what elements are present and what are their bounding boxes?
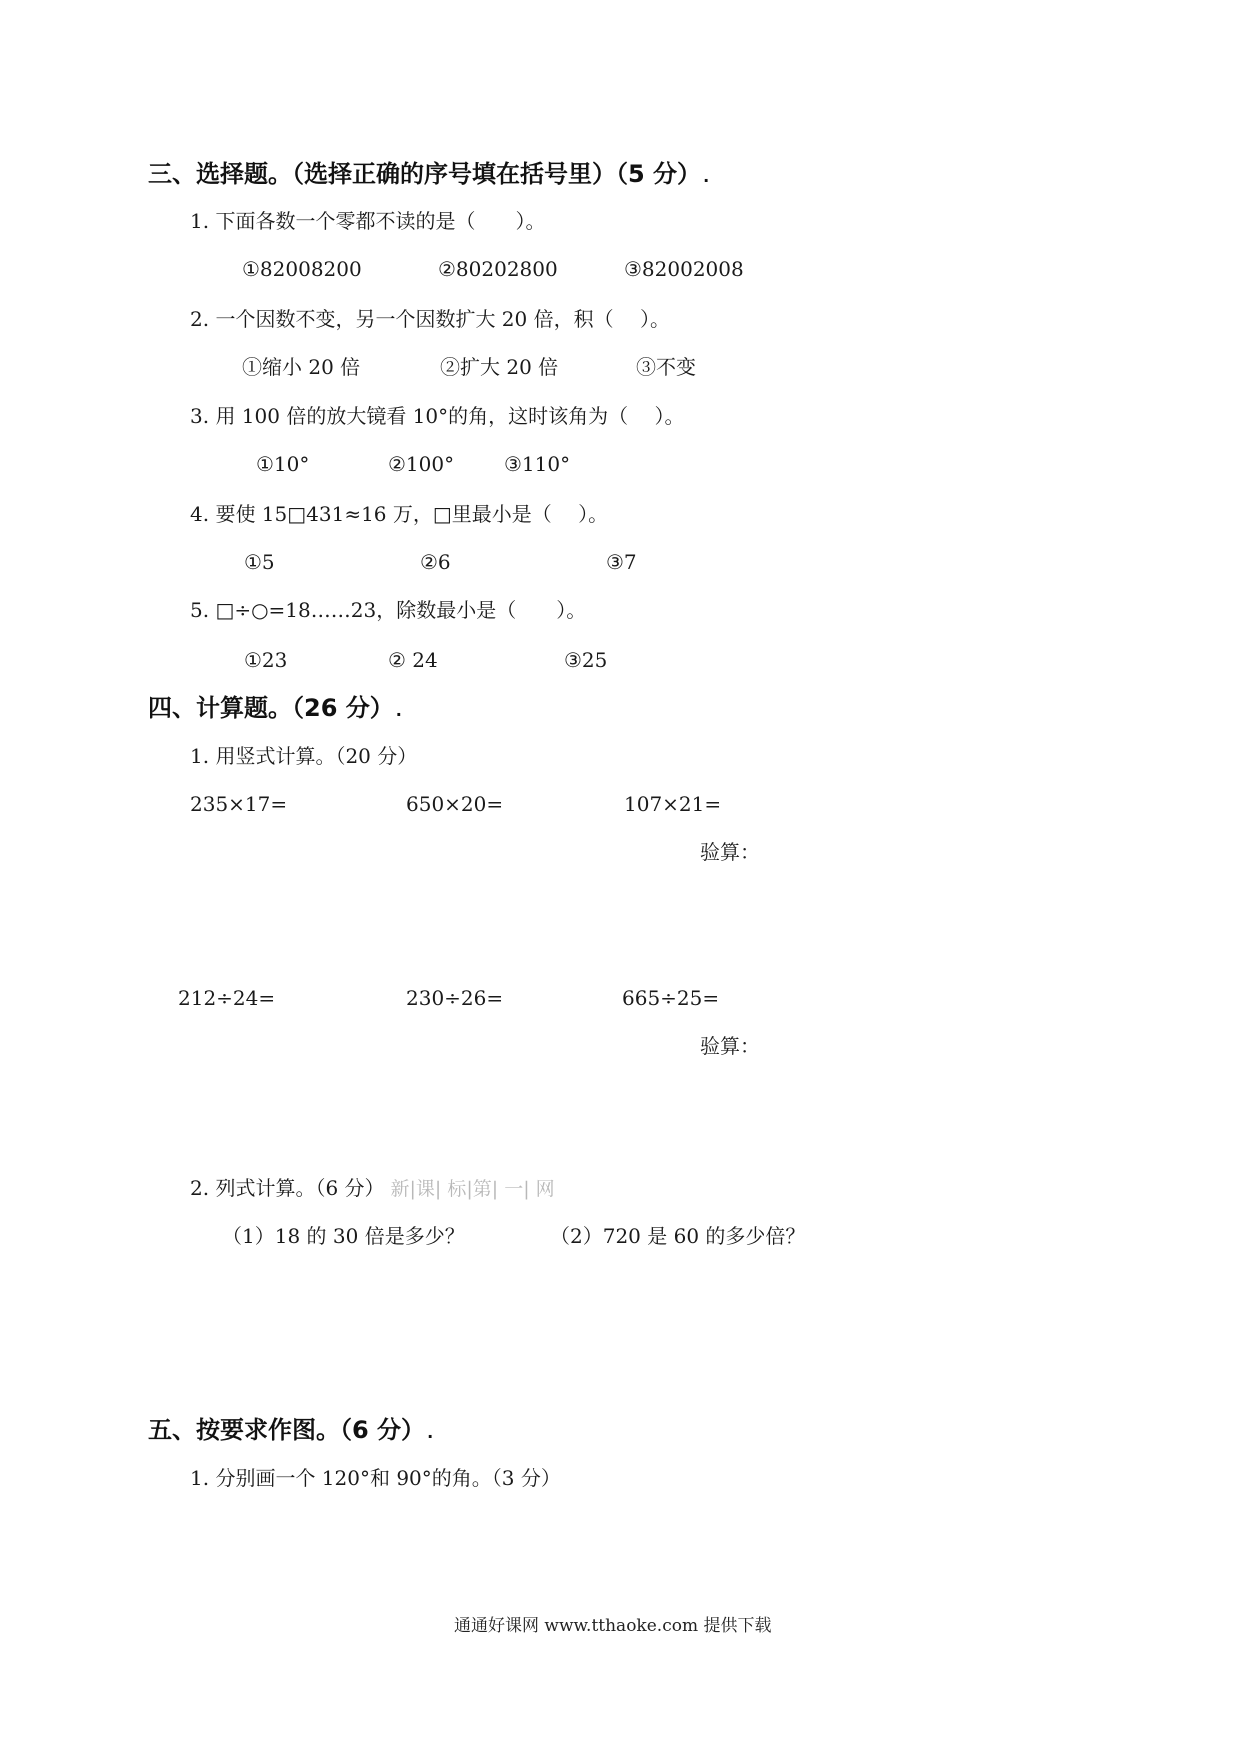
calc-expr-235x17: 235×17= xyxy=(190,792,288,816)
drawing-question-1: 1. 分别画一个 120°和 90°的角。（3 分） xyxy=(190,1466,561,1490)
q1-option-1: ①82008200 xyxy=(242,257,362,281)
calc-expr-212div24: 212÷24= xyxy=(178,986,276,1010)
q4-option-1: ①5 xyxy=(244,550,275,574)
calc-part2-title: 2. 列式计算。（6 分） 新|课| 标|第| 一| 网 xyxy=(190,1176,555,1200)
q1-text: 1. 下面各数一个零都不读的是（ ）。 xyxy=(190,209,546,233)
q5-option-1: ①23 xyxy=(244,648,288,672)
q5-option-3: ③25 xyxy=(564,648,608,672)
section5-title: 五、按要求作图。（6 分） . xyxy=(148,1416,434,1444)
calc-expr-107x21: 107×21= xyxy=(624,792,722,816)
section3-title: 三、选择题。（选择正确的序号填在括号里）（5 分） . xyxy=(148,160,710,188)
q4-option-2: ②6 xyxy=(420,550,451,574)
q2-option-2: ②扩大 20 倍 xyxy=(440,355,559,379)
section5-trailing-dot: . xyxy=(427,1423,434,1442)
check-label-row2: 验算： xyxy=(700,1034,760,1058)
check-label-row1: 验算： xyxy=(700,840,760,864)
q2-option-3: ③不变 xyxy=(636,355,696,379)
q4-option-3: ③7 xyxy=(606,550,637,574)
q3-option-1: ①10° xyxy=(256,452,310,476)
q4-text: 4. 要使 15□431≈16 万，□里最小是（ ）。 xyxy=(190,502,609,526)
word-problem-1: （1）18 的 30 倍是多少？ xyxy=(222,1224,465,1248)
footer-text: 通通好课网 www.tthaoke.com 提供下载 xyxy=(454,1616,772,1636)
section4-title: 四、计算题。（26 分） . xyxy=(148,694,402,722)
section3-trailing-dot: . xyxy=(703,167,710,186)
q3-option-2: ②100° xyxy=(388,452,455,476)
q2-text: 2. 一个因数不变，另一个因数扩大 20 倍，积（ ）。 xyxy=(190,307,670,331)
q1-option-2: ②80202800 xyxy=(438,257,558,281)
q3-text: 3. 用 100 倍的放大镜看 10°的角，这时该角为（ ）。 xyxy=(190,404,685,428)
calc-expr-665div25: 665÷25= xyxy=(622,986,720,1010)
q1-option-3: ③82002008 xyxy=(624,257,744,281)
calc-expr-230div26: 230÷26= xyxy=(406,986,504,1010)
q2-option-1: ①缩小 20 倍 xyxy=(242,355,361,379)
word-problem-2: （2）720 是 60 的多少倍？ xyxy=(550,1224,806,1248)
calc-part1-title: 1. 用竖式计算。（20 分） xyxy=(190,744,418,768)
q5-text: 5. □÷○=18……23，除数最小是（ ）。 xyxy=(190,598,587,622)
q5-option-2: ② 24 xyxy=(388,648,438,672)
section4-trailing-dot: . xyxy=(395,701,402,720)
calc-expr-650x20: 650×20= xyxy=(406,792,504,816)
watermark-text: 新|课| 标|第| 一| 网 xyxy=(390,1178,555,1200)
q3-option-3: ③110° xyxy=(504,452,571,476)
